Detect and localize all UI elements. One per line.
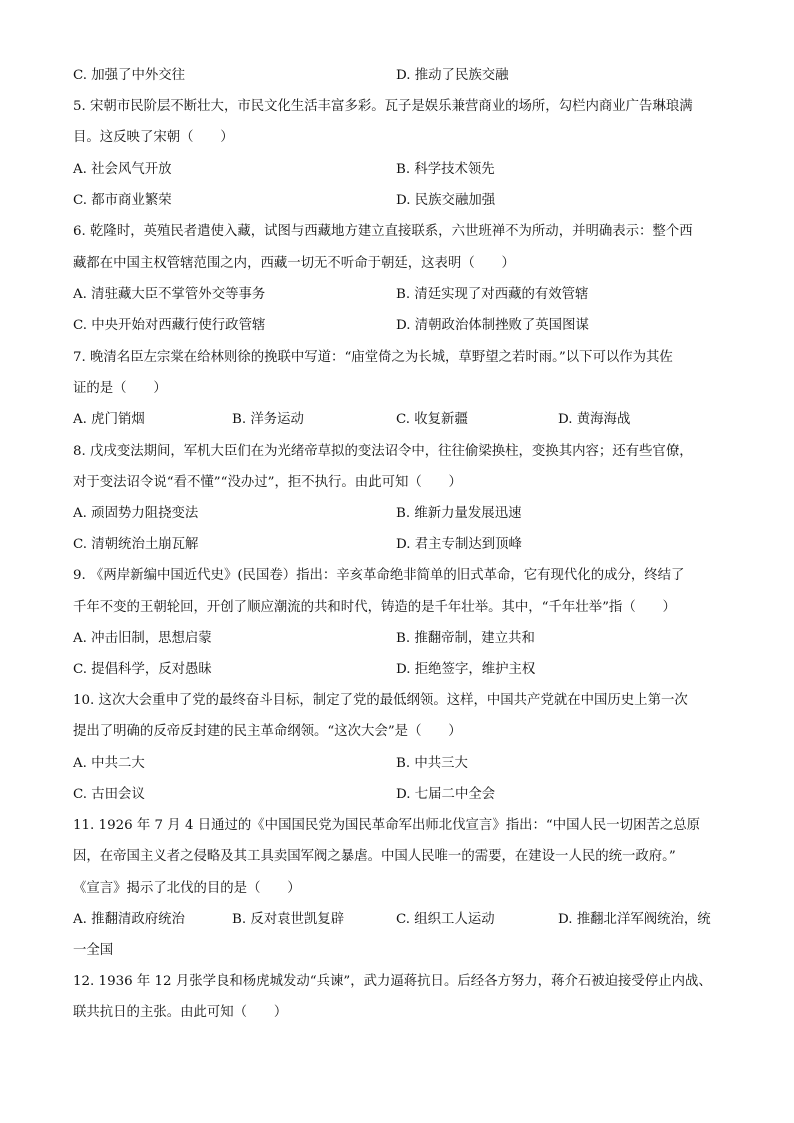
- q9-option-b: B. 推翻帝制，建立共和: [396, 631, 535, 646]
- q11-option-d: D. 推翻北洋军阀统治，统: [558, 912, 711, 927]
- q7-option-d: D. 黄海海战: [558, 412, 631, 427]
- q11-option-a: A. 推翻清政府统治: [73, 912, 185, 927]
- q8-option-a: A. 顽固势力阻挠变法: [73, 506, 199, 521]
- q6-option-c: C. 中央开始对西藏行使行政管辖: [73, 318, 266, 333]
- q5-option-c: C. 都市商业繁荣: [73, 193, 172, 208]
- q9-option-a: A. 冲击旧制，思想启蒙: [73, 631, 212, 646]
- q7-stem-line1: 7. 晚清名臣左宗棠在给林则徐的挽联中写道：“庙堂倚之为长城，草野望之若时雨。”以下可以作为其佐: [73, 350, 673, 365]
- q8-option-b: B. 维新力量发展迅速: [396, 506, 522, 521]
- q9-option-d: D. 拒绝签字，维护主权: [396, 662, 536, 677]
- q12-stem-line2: 联共抗日的主张。由此可知（ ）: [73, 1005, 288, 1020]
- q9-option-c: C. 提倡科学，反对愚昧: [73, 662, 212, 677]
- q4-option-c: C. 加强了中外交往: [73, 68, 186, 83]
- q7-option-c: C. 收复新疆: [396, 412, 468, 427]
- q4-option-d: D. 推动了民族交融: [396, 68, 509, 83]
- q10-option-a: A. 中共二大: [73, 756, 145, 771]
- q7-stem-line2: 证的是（ ）: [73, 381, 167, 396]
- q5-option-b: B. 科学技术领先: [396, 162, 495, 177]
- q12-stem-line1: 12. 1936 年 12 月张学良和杨虎城发动“兵谏”，武力逼蒋抗日。后经各方努力，蒋介石被迫接受停止内战、: [73, 974, 712, 989]
- q5-option-a: A. 社会风气开放: [73, 162, 172, 177]
- q7-option-b: B. 洋务运动: [232, 412, 304, 427]
- q6-option-b: B. 清廷实现了对西藏的有效管辖: [396, 287, 589, 302]
- q8-stem-line1: 8. 戊戌变法期间，军机大臣们在为光绪帝草拟的变法诏令中，往往偷梁换柱，变换其内容；还有些官僚，: [73, 444, 693, 459]
- q11-stem-line3: 《宣言》揭示了北伐的目的是（ ）: [73, 881, 301, 896]
- q8-stem-line2: 对于变法诏令说“看不懂”“没办过”，拒不执行。由此可知（ ）: [73, 475, 462, 490]
- q5-stem-line2: 目。这反映了宋朝（ ）: [73, 130, 234, 145]
- q8-option-c: C. 清朝统治土崩瓦解: [73, 537, 199, 552]
- q5-stem-line1: 5. 宋朝市民阶层不断壮大，市民文化生活丰富多彩。瓦子是娱乐兼营商业的场所，勾栏内商业广告琳琅满: [73, 99, 693, 114]
- q11-option-c: C. 组织工人运动: [396, 912, 495, 927]
- q6-option-d: D. 清朝政治体制挫败了英国图谋: [396, 318, 589, 333]
- q8-option-d: D. 君主专制达到顶峰: [396, 537, 522, 552]
- q11-option-b: B. 反对袁世凯复辟: [232, 912, 345, 927]
- q6-stem-line1: 6. 乾隆时，英殖民者遣使入藏，试图与西藏地方建立直接联系，六世班禅不为所动，并明确表示：整个西: [73, 224, 693, 239]
- q11-stem-line1: 11. 1926 年 7 月 4 日通过的《中国国民党为国民革命军出师北伐宣言》指出：“中国人民一切困苦之总原: [73, 818, 701, 833]
- q7-option-a: A. 虎门销烟: [73, 412, 145, 427]
- q9-stem-line2: 千年不变的王朝轮回，开创了顺应潮流的共和时代，铸造的是千年壮举。其中，“千年壮举”指（ ）: [73, 600, 676, 615]
- q10-stem-line1: 10. 这次大会重申了党的最终奋斗目标，制定了党的最低纲领。这样，中国共产党就在中国历史上第一次: [73, 693, 688, 708]
- q10-option-b: B. 中共三大: [396, 756, 468, 771]
- q5-option-d: D. 民族交融加强: [396, 193, 496, 208]
- q6-option-a: A. 清驻藏大臣不掌管外交等事务: [73, 287, 266, 302]
- q6-stem-line2: 藏都在中国主权管辖范围之内，西藏一切无不听命于朝廷，这表明（ ）: [73, 256, 515, 271]
- q11-option-d-continued: 一全国: [73, 943, 114, 958]
- q10-option-d: D. 七届二中全会: [396, 787, 496, 802]
- q9-stem-line1: 9. 《两岸新编中国近代史》(民国卷）指出：辛亥革命绝非简单的旧式革命，它有现代化的成分，终结了: [73, 568, 685, 583]
- q10-option-c: C. 古田会议: [73, 787, 145, 802]
- q10-stem-line2: 提出了明确的反帝反封建的民主革命纲领。“这次大会”是（ ）: [73, 724, 462, 739]
- q11-stem-line2: 因，在帝国主义者之侵略及其工具卖国军阀之暴虐。中国人民唯一的需要，在建设一人民的统一政府。”: [73, 849, 676, 864]
